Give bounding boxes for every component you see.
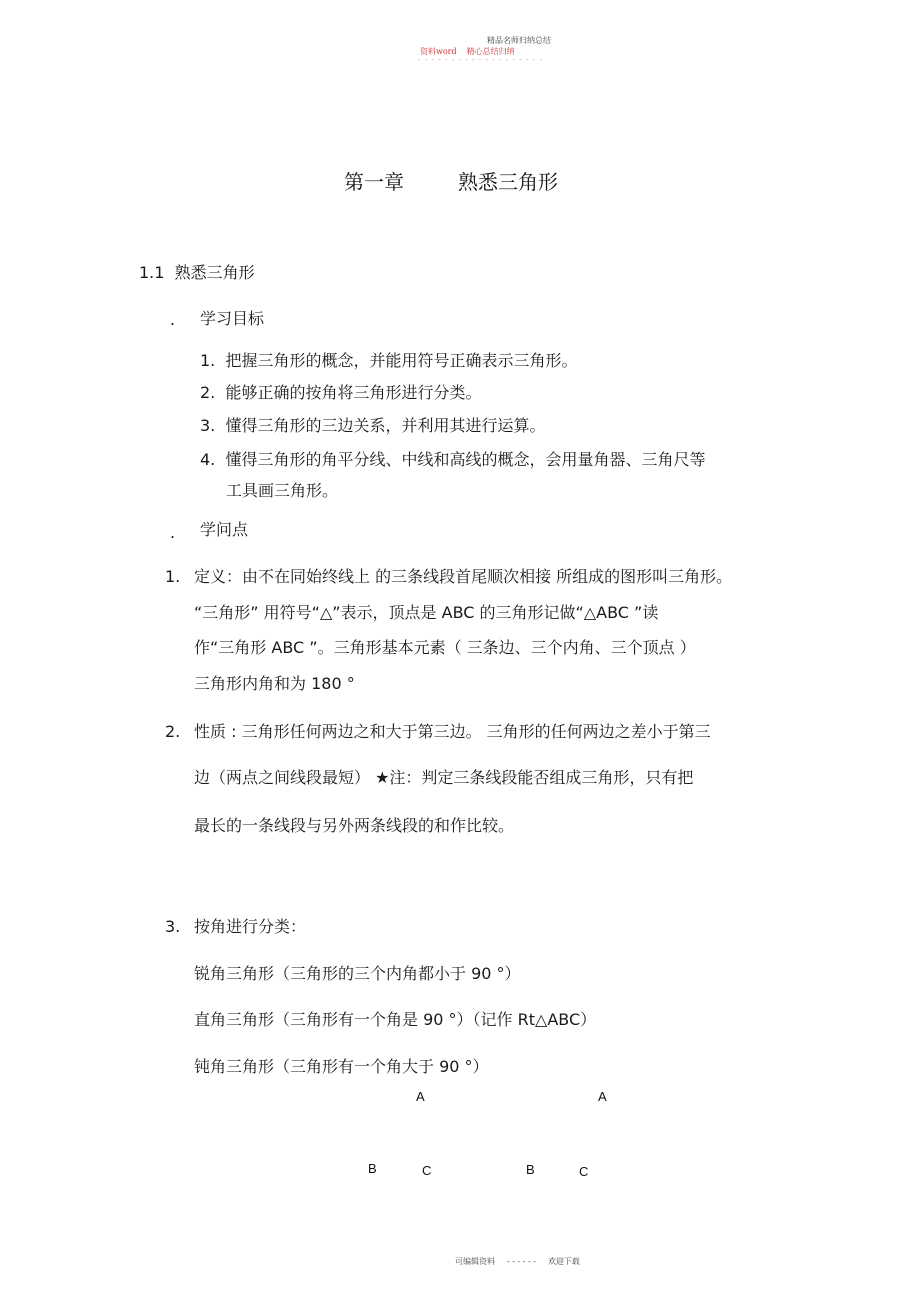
point-2-line-3: 最长的一条线段与另外两条线段的和作比较。	[194, 816, 515, 835]
figure-right-vertex-a: A	[598, 1089, 607, 1104]
goals-bullet: .	[170, 310, 176, 329]
point-2-line-1: 性质 : 三角形任何两边之和大于第三边。 三角形的任何两边之差小于第三	[194, 722, 711, 741]
header-red-left: 资料word	[420, 47, 457, 56]
header-red-right: 精心总结归纳	[466, 47, 515, 56]
header-dots: - - - - - - - - - - - - - - - - - - -	[418, 56, 544, 64]
goal-number: 3.	[200, 416, 216, 435]
section-label: 熟悉三角形	[174, 263, 255, 282]
footer-dashes: - - - - - -	[507, 1257, 536, 1266]
point-1-line-1: 定义：由不在同始终线上 的三条线段首尾顺次相接 所组成的图形叫三角形。	[194, 567, 733, 586]
chapter-title	[344, 166, 558, 195]
figure-left-vertex-b: B	[368, 1161, 377, 1176]
knowledge-bullet: .	[170, 523, 176, 542]
goal-number: 2.	[200, 383, 216, 402]
point-1-line-2: “三角形” 用符号“△”表示，顶点是 ABC 的三角形记做“△ABC ”读	[194, 603, 659, 622]
goal-item-4	[200, 450, 705, 470]
goal-text: 能够正确的按角将三角形进行分类。	[225, 383, 482, 402]
footer-right: 欢迎下载	[547, 1257, 580, 1266]
footer-left: 可编辑资料	[455, 1257, 495, 1266]
goal-text: 懂得三角形的三边关系，并利用其进行运算。	[225, 416, 546, 435]
point-2-line-2: 边（两点之间线段最短） ★注：判定三条线段能否组成三角形，只有把	[194, 768, 694, 787]
goals-heading: 学习目标	[200, 309, 265, 328]
figure-left-vertex-c: C	[422, 1163, 432, 1178]
point-1-number: 1.	[165, 567, 181, 586]
acute-triangle-line: 锐角三角形（三角形的三个内角都小于 90 °）	[194, 964, 521, 983]
point-2-number: 2.	[165, 722, 181, 741]
point-1-line-3: 作“三角形 ABC ”。三角形基本元素（ 三条边、三个内角、三个顶点 ）	[194, 638, 696, 657]
figure-left-vertex-a: A	[416, 1089, 425, 1104]
point-3-heading: 按角进行分类：	[194, 917, 307, 936]
goal-number: 1.	[200, 351, 216, 370]
right-triangle-line: 直角三角形（三角形有一个角是 90 °）（记作 Rt△ABC）	[194, 1010, 597, 1029]
obtuse-triangle-line: 钝角三角形（三角形有一个角大于 90 °）	[194, 1057, 489, 1076]
knowledge-heading: 学问点	[200, 520, 249, 539]
chapter-name: 熟悉三角形	[458, 170, 558, 194]
goal-item-2	[200, 383, 481, 403]
point-3-number: 3.	[165, 917, 181, 936]
goal-item-3	[200, 416, 545, 436]
goal-number: 4.	[200, 450, 216, 469]
header-top-text: 精品名师归纳总结	[487, 36, 551, 45]
goal-text: 懂得三角形的角平分线、中线和高线的概念，会用量角器、三角尺等	[225, 450, 706, 469]
section-heading	[139, 263, 255, 283]
figure-right-vertex-b: B	[526, 1162, 535, 1177]
figure-right-vertex-c: C	[579, 1164, 589, 1179]
footer	[455, 1256, 580, 1267]
goal-text: 把握三角形的概念，并能用符号正确表示三角形。	[225, 351, 578, 370]
section-number: 1.1	[139, 263, 165, 282]
chapter-number: 第一章	[344, 170, 404, 194]
goal-item-4-continuation: 工具画三角形。	[226, 481, 339, 500]
point-1-line-4: 三角形内角和为 180 °	[194, 674, 355, 693]
goal-item-1	[200, 351, 577, 371]
